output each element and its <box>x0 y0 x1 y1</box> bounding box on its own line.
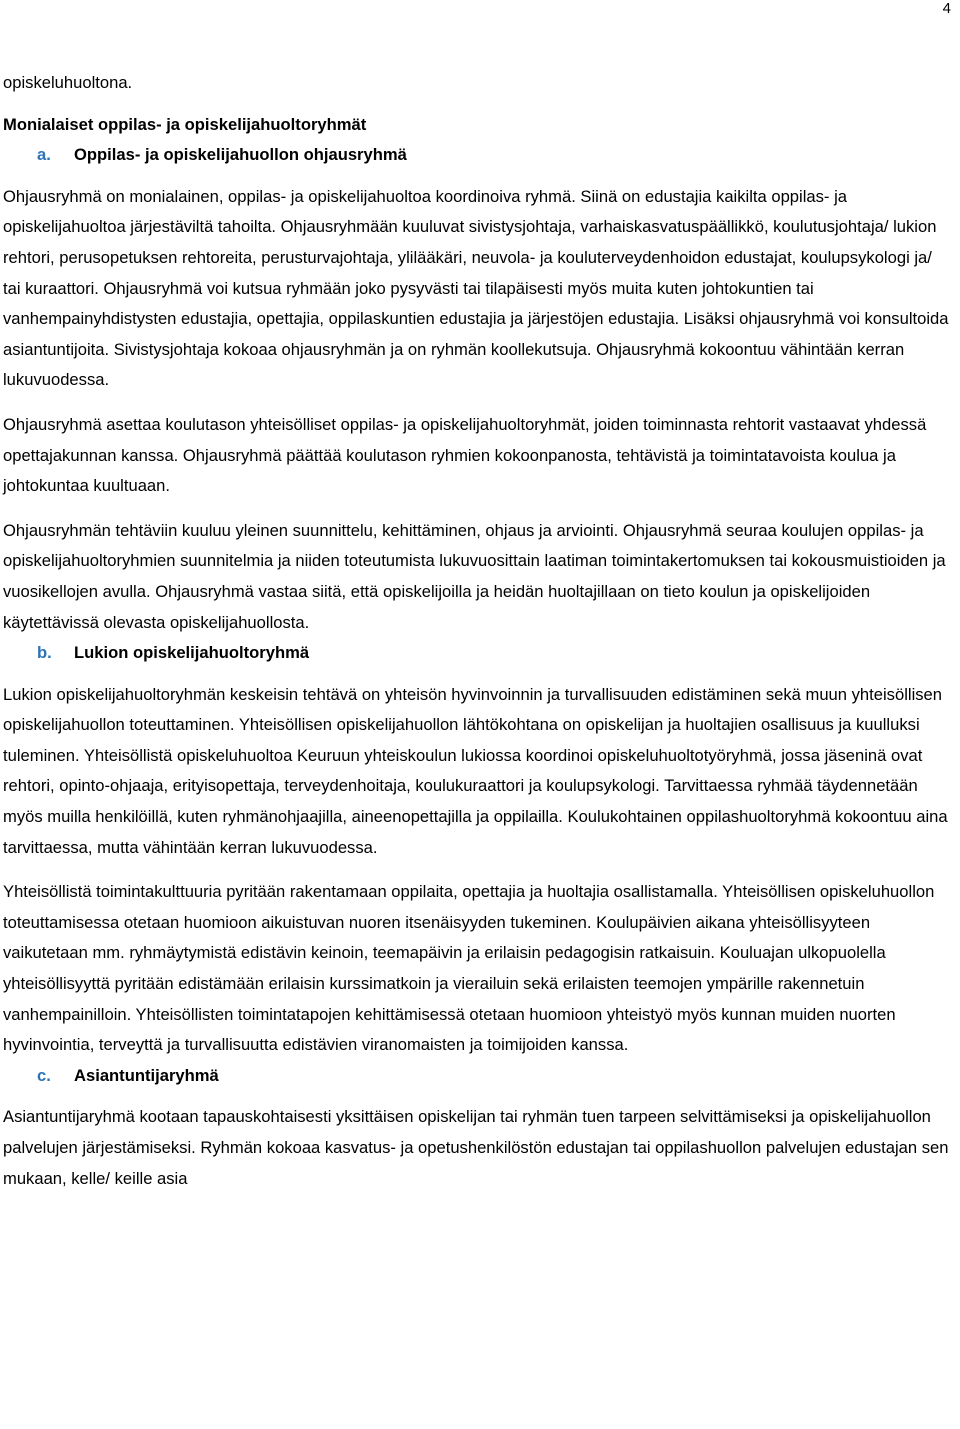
page-number: 4 <box>942 0 951 17</box>
paragraph-a3: Ohjausryhmän tehtäviin kuuluu yleinen suunnittelu, kehittäminen, ohjaus ja arviointi. Ohjausryhmä seuraa koulujen oppilas- ja opiskelijahuoltoryhmien suunnitelmia ja niiden toteutumista lukuvuosittain laatiman toimintakertomuksen tai kokousmuistioiden ja vuosikellojen avulla. Ohjausryhmä vastaa siitä, että opiskelijoilla ja heidän huoltajillaan on tieto koulun ja opiskelijoiden käytettävissä olevasta opiskelijahuollosta. <box>3 520 946 632</box>
paragraph-b1: Lukion opiskelijahuoltoryhmän keskeisin tehtävä on yhteisön hyvinvoinnin ja turvallisuuden edistäminen sekä muun yhteisöllisen opiskelijahuollon toteuttaminen. Yhteisöllisen opiskelijahuollon lähtökohtana on opiskelijan ja huoltajien osallisuus ja kuulluksi tuleminen. Yhteisöllistä opiskeluhuoltoa Keuruun yhteiskoulun lukiossa koordinoi opiskeluhuoltotyöryhmä, jossa jäseninä ovat rehtori, opinto-ohjaaja, erityisopettaja, terveydenhoitaja, koulukuraattori ja koulupsykologi. Tarvittaessa ryhmää täydennetään myös muilla henkilöillä, kuten ryhmänohjaajilla, aineenopettajilla ja oppilailla. Koulukohtainen oppilashuoltoryhmä kokoontuu aina tarvittaessa, mutta vähintään kerran lukuvuodessa. <box>3 684 948 857</box>
section-title: Monialaiset oppilas- ja opiskelijahuoltoryhmät <box>3 114 367 134</box>
subheading-a-title: Oppilas- ja opiskelijahuollon ohjausryhmä <box>74 145 407 165</box>
subheading-b-title: Lukion opiskelijahuoltoryhmä <box>74 643 310 663</box>
paragraph-b2: Yhteisöllistä toimintakulttuuria pyritään rakentamaan oppilaita, opettajia ja huoltajia osallistamalla. Yhteisöllisen opiskeluhuollon toteuttamisessa otetaan huomioon aikuistuvan nuoren itsenäisyyden tukeminen. Koulupäivien aikana yhteisöllisyyteen vaikutetaan mm. ryhmäytymistä edistävin keinoin, teemapäivin ja erilaisin pedagogisin ratkaisuin. Kouluajan ulkopuolella yhteisöllisyyttä pyritään edistämään erilaisin kurssimatkoin ja vierailuin sekä erilaisten teemojen ympärille rakennetuin vanhempainilloin. Yhteisöllisten toimintatapojen kehittämisessä otetaan huomioon yhteistyö myös kunnan muiden nuorten hyvinvointia, terveyttä ja turvallisuutta edistävien viranomaisten ja toimijoiden kanssa. <box>3 882 935 1055</box>
subheading-b-marker: b. <box>37 643 52 663</box>
subheading-c-marker: c. <box>37 1065 51 1085</box>
document-body <box>3 68 953 1194</box>
subheading-a <box>3 140 953 171</box>
paragraph-a1: Ohjausryhmä on monialainen, oppilas- ja opiskelijahuoltoa koordinoiva ryhmä. Siinä on edustajia kaikilta oppilas- ja opiskelijahuoltoa järjestäviltä tahoilta. Ohjausryhmään kuuluvat sivistysjohtaja, varhaiskasvatuspäällikkö, koulutusjohtaja/ lukion rehtori, perusopetuksen rehtoreita, perusturvajohtaja, ylilääkäri, neuvola- ja kouluterveydenhoidon edustajat, koulupsykologi ja/ tai kuraattori. Ohjausryhmä voi kutsua ryhmään joko pysyvästi tai tilapäisesti myös muita kuten johtokuntien tai vanhempainyhdistysten edustajia, opettajia, oppilaskuntien edustajia ja järjestöjen edustajia. Lisäksi ohjausryhmä voi konsultoida asiantuntijoita. Sivistysjohtaja kokoaa ohjausryhmän ja on ryhmän koollekutsuja. Ohjausryhmä kokoontuu vähintään kerran lukuvuodessa. <box>3 186 949 390</box>
subheading-a-marker: a. <box>37 145 51 165</box>
intro-line: opiskeluhuoltona. <box>3 73 133 92</box>
paragraph-a2: Ohjausryhmä asettaa koulutason yhteisölliset oppilas- ja opiskelijahuoltoryhmät, joiden toiminnasta rehtorit vastaavat yhdessä opettajakunnan kanssa. Ohjausryhmä päättää koulutason ryhmien kokoonpanosta, tehtävistä ja toimintatavoista koulua ja johtokuntaa kuultuaan. <box>3 414 927 496</box>
subheading-c-title: Asiantuntijaryhmä <box>74 1065 219 1085</box>
subheading-b <box>3 638 953 669</box>
paragraph-c1: Asiantuntijaryhmä kootaan tapauskohtaisesti yksittäisen opiskelijan tai ryhmän tuen tarpeen selvittämiseksi ja opiskelijahuollon palvelujen järjestämiseksi. Ryhmän kokoaa kasvatus- ja opetushenkilöstön edustajan tai oppilashuollon palvelujen edustajan sen mukaan, kelle/ keille asia <box>3 1107 949 1188</box>
subheading-c <box>3 1061 953 1092</box>
